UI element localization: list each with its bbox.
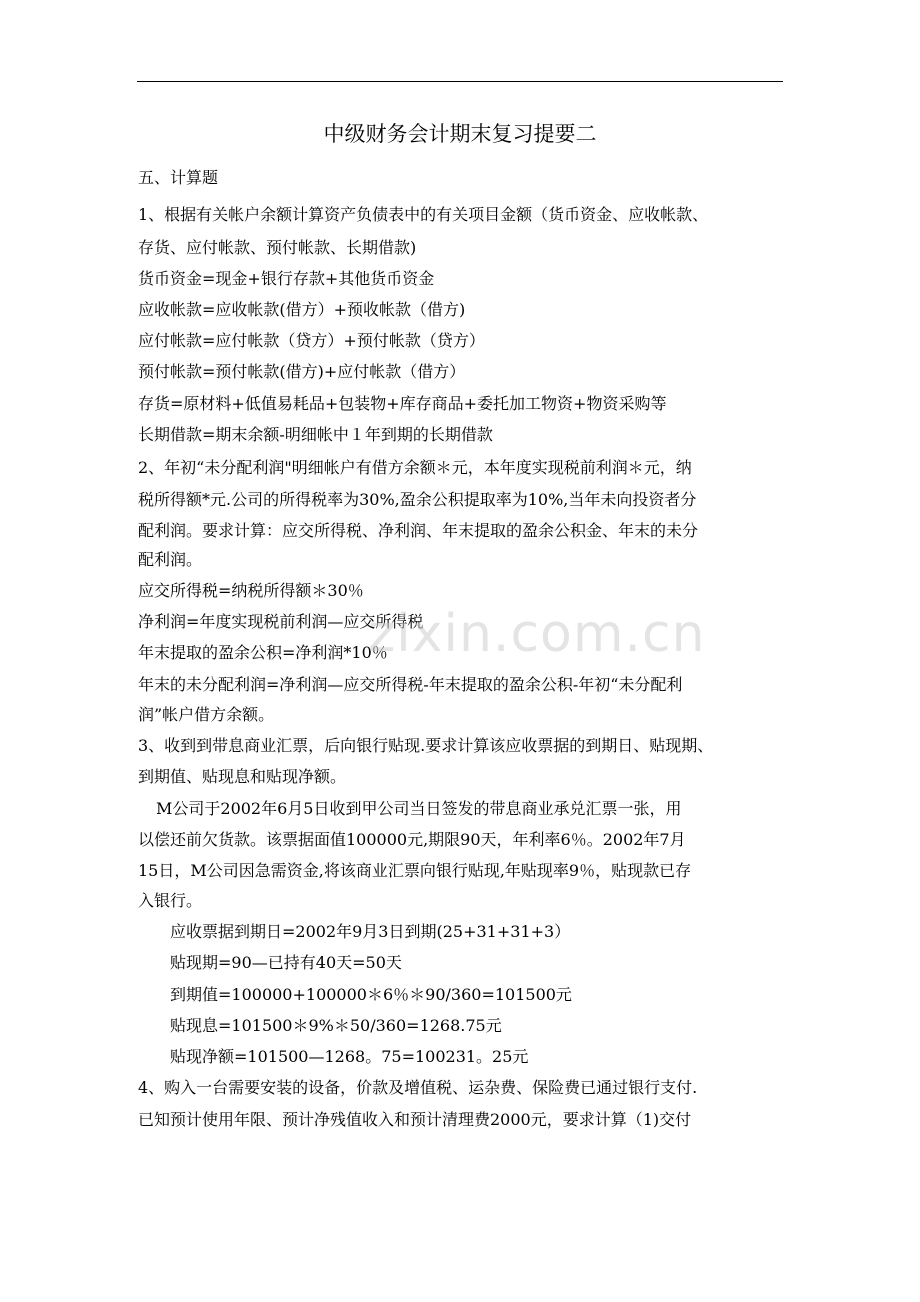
body-line: 4、购入一台需要安装的设备，价款及增值税、运杂费、保险费已通过银行支付. [138, 1078, 698, 1097]
body-line: 应收帐款=应收帐款(借方）+预收帐款（借方) [138, 300, 466, 319]
body-line: 年末提取的盈余公积=净利润*10％ [138, 643, 388, 662]
body-line: 税所得额*元.公司的所得税率为30%,盈余公积提取率为10%,当年未向投资者分 [138, 490, 697, 509]
body-line: 存货、应付帐款、预付帐款、长期借款) [138, 238, 417, 257]
body-line: 已知预计使用年限、预计净残值收入和预计清理费2000元，要求计算（1)交付 [138, 1110, 692, 1129]
formula-line: 贴现期=90—已持有40天=50天 [170, 953, 402, 972]
body-line: 润”帐户借方余额。 [138, 705, 275, 724]
body-line: 1、根据有关帐户余额计算资产负债表中的有关项目金额（货币资金、应收帐款、 [138, 205, 709, 224]
body-line: 预付帐款=预付帐款(借方)+应付帐款（借方） [138, 362, 466, 381]
body-line: 以偿还前欠货款。该票据面值100000元,期限90天，年利率6％。2002年7月 [138, 830, 686, 849]
body-line: 净利润=年度实现税前利润—应交所得税 [138, 612, 424, 631]
body-line: 15日，M公司因急需资金,将该商业汇票向银行贴现,年贴现率9％，贴现款已存 [138, 861, 692, 880]
body-line: 入银行。 [138, 891, 203, 910]
body-line: 3、收到到带息商业汇票，后向银行贴现.要求计算该应收票据的到期日、贴现期、 [138, 736, 714, 755]
body-line: 长期借款=期末余额-明细帐中１年到期的长期借款 [138, 425, 493, 444]
body-line: 存货=原材料+低值易耗品+包装物+库存商品+委托加工物资+物资采购等 [138, 394, 667, 413]
watermark: zixin.com.cn [368, 604, 706, 664]
body-line: 应付帐款=应付帐款（贷方）+预付帐款（贷方） [138, 331, 485, 350]
body-line: 配利润。要求计算：应交所得税、净利润、年末提取的盈余公积金、年末的未分 [138, 521, 699, 540]
body-line: 配利润。 [138, 550, 203, 569]
document-title: 中级财务会计期末复习提要二 [323, 122, 597, 146]
body-line: 2、年初“未分配利润"明细帐户有借方余额＊元，本年度实现税前利润＊元，纳 [138, 458, 692, 477]
body-line: 到期值、贴现息和贴现净额。 [138, 767, 347, 786]
formula-line: 到期值=100000+100000＊6％＊90/360=101500元 [170, 985, 572, 1004]
formula-line: 贴现息=101500＊9%＊50/360=1268.75元 [170, 1016, 502, 1035]
body-line: 年末的未分配利润=净利润—应交所得税-年末提取的盈余公积-年初“未分配利 [138, 675, 683, 694]
body-line: 货币资金=现金+银行存款+其他货币资金 [138, 269, 435, 288]
body-line: 应交所得税=纳税所得额＊30％ [138, 581, 364, 600]
formula-line: 应收票据到期日=2002年9月3日到期(25+31+31+3） [170, 922, 571, 941]
body-line: M公司于2002年6月5日收到甲公司当日签发的带息商业承兑汇票一张，用 [156, 799, 682, 818]
section-heading: 五、计算题 [138, 168, 219, 187]
formula-line: 贴现净额=101500—1268。75=100231。25元 [170, 1047, 529, 1066]
header-rule [137, 81, 783, 82]
